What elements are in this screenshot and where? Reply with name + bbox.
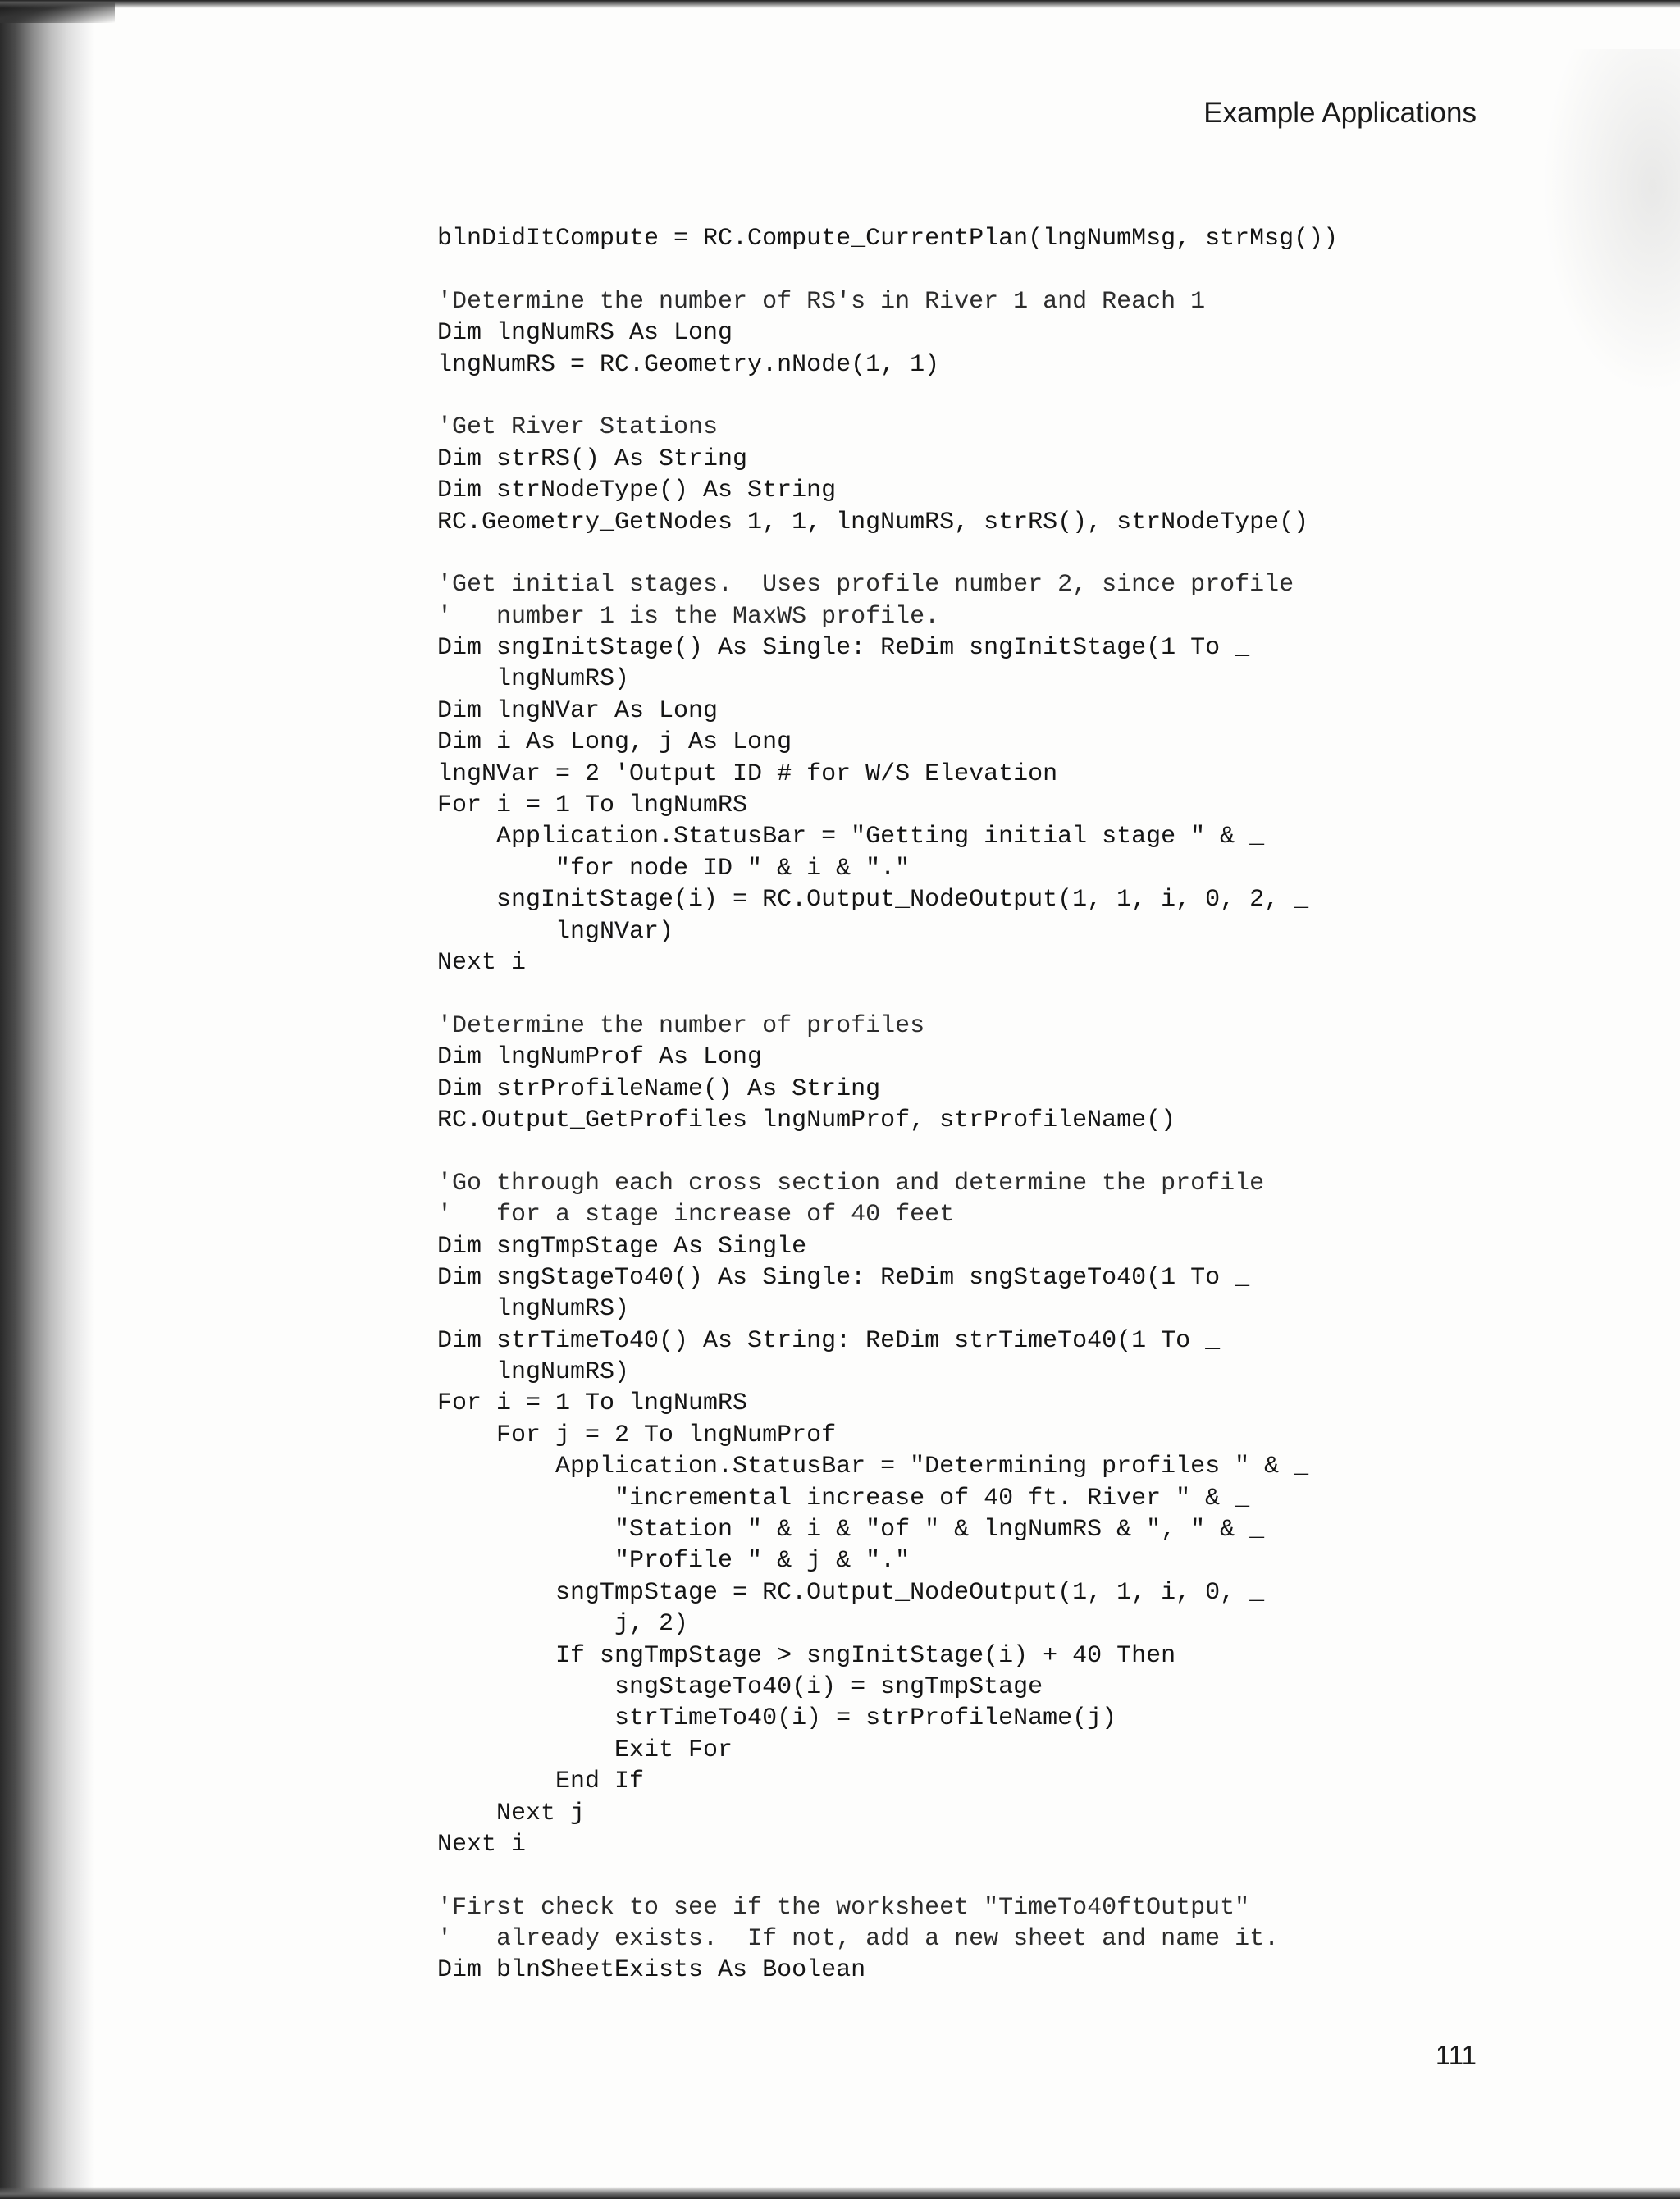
comment-line: 'Determine the number of profiles	[437, 1011, 925, 1040]
code-line: Dim lngNumRS As Long	[437, 319, 733, 348]
code-line: "Station " & i & "of " & lngNumRS & ", " & _	[437, 1516, 1265, 1544]
code-line: For j = 2 To lngNumProf	[437, 1421, 837, 1449]
blank-line	[437, 1860, 1504, 1891]
comment-line: ' for a stage increase of 40 feet	[437, 1201, 955, 1230]
top-edge-shadow	[0, 0, 1680, 8]
code-line: Application.StatusBar = "Getting initial stage " & _	[437, 823, 1265, 851]
code-line: Application.StatusBar = "Determining profiles " & _	[437, 1453, 1309, 1481]
code-line: Dim strTimeTo40() As String: ReDim strTimeTo40(1 To _	[437, 1326, 1221, 1355]
code-line: lngNumRS)	[437, 665, 630, 694]
blank-line	[437, 1136, 1504, 1167]
code-line: Next j	[437, 1799, 586, 1827]
code-line: lngNumRS = RC.Geometry.nNode(1, 1)	[437, 350, 940, 379]
code-line: Dim i As Long, j As Long	[437, 728, 792, 757]
code-line: Dim sngInitStage() As Single: ReDim sngInitStage(1 To _	[437, 634, 1250, 663]
code-line: RC.Geometry_GetNodes 1, 1, lngNumRS, strRS(), strNodeType()	[437, 508, 1309, 536]
code-line: sngInitStage(i) = RC.Output_NodeOutput(1, 1, i, 0, 2, _	[437, 886, 1309, 915]
code-line: Dim blnSheetExists As Boolean	[437, 1956, 866, 1985]
code-line: If sngTmpStage > sngInitStage(i) + 40 Then	[437, 1641, 1176, 1670]
blank-line	[437, 979, 1504, 1010]
code-line: "incremental increase of 40 ft. River " & _	[437, 1484, 1250, 1512]
code-line: "for node ID " & i & "."	[437, 854, 911, 883]
comment-line: 'Get initial stages. Uses profile number 2, since profile	[437, 571, 1294, 600]
code-line: Dim sngTmpStage As Single	[437, 1232, 807, 1261]
binding-shadow	[0, 0, 94, 2199]
blank-line	[437, 254, 1504, 285]
comment-line: 'Determine the number of RS's in River 1 and Reach 1	[437, 287, 1206, 316]
code-line: sngTmpStage = RC.Output_NodeOutput(1, 1, i, 0, _	[437, 1578, 1265, 1607]
running-header: Example Applications	[1203, 97, 1477, 129]
code-line: Next i	[437, 1830, 527, 1859]
code-line: j, 2)	[437, 1610, 689, 1639]
scan-noise	[1542, 49, 1680, 394]
code-line: Dim lngNumProf As Long	[437, 1043, 763, 1072]
code-line: End If	[437, 1768, 645, 1796]
comment-line: 'Go through each cross section and determine the profile	[437, 1169, 1265, 1198]
code-line: lngNumRS)	[437, 1295, 630, 1324]
comment-line: ' already exists. If not, add a new sheet and name it.	[437, 1925, 1280, 1954]
code-line: Dim strNodeType() As String	[437, 477, 837, 505]
code-line: lngNumRS)	[437, 1358, 630, 1387]
code-line: Exit For	[437, 1736, 733, 1764]
comment-line: 'First check to see if the worksheet "TimeTo40ftOutput"	[437, 1893, 1250, 1922]
code-line: Dim lngNVar As Long	[437, 696, 719, 725]
code-line: For i = 1 To lngNumRS	[437, 1389, 748, 1418]
code-line: Dim sngStageTo40() As Single: ReDim sngStageTo40(1 To _	[437, 1263, 1250, 1292]
code-line: lngNVar)	[437, 917, 674, 946]
code-line: "Profile " & j & "."	[437, 1547, 911, 1576]
blank-line	[437, 538, 1504, 569]
code-line: Dim strRS() As String	[437, 445, 748, 473]
code-line: strTimeTo40(i) = strProfileName(j)	[437, 1704, 1117, 1733]
code-line: lngNVar = 2 'Output ID # for W/S Elevation	[437, 760, 1058, 788]
code-line: blnDidItCompute = RC.Compute_CurrentPlan(lngNumMsg, strMsg())	[437, 225, 1339, 253]
comment-line: 'Get River Stations	[437, 413, 719, 442]
blank-line	[437, 381, 1504, 412]
page-number: 111	[1435, 2040, 1477, 2070]
bottom-edge-shadow	[0, 2187, 1680, 2199]
code-line: Dim strProfileName() As String	[437, 1074, 881, 1103]
code-listing	[437, 223, 1504, 1987]
code-line: RC.Output_GetProfiles lngNumProf, strProfileName()	[437, 1106, 1176, 1134]
code-line: Next i	[437, 948, 527, 977]
code-line: For i = 1 To lngNumRS	[437, 792, 748, 820]
comment-line: ' number 1 is the MaxWS profile.	[437, 602, 940, 631]
code-line: sngStageTo40(i) = sngTmpStage	[437, 1672, 1043, 1701]
